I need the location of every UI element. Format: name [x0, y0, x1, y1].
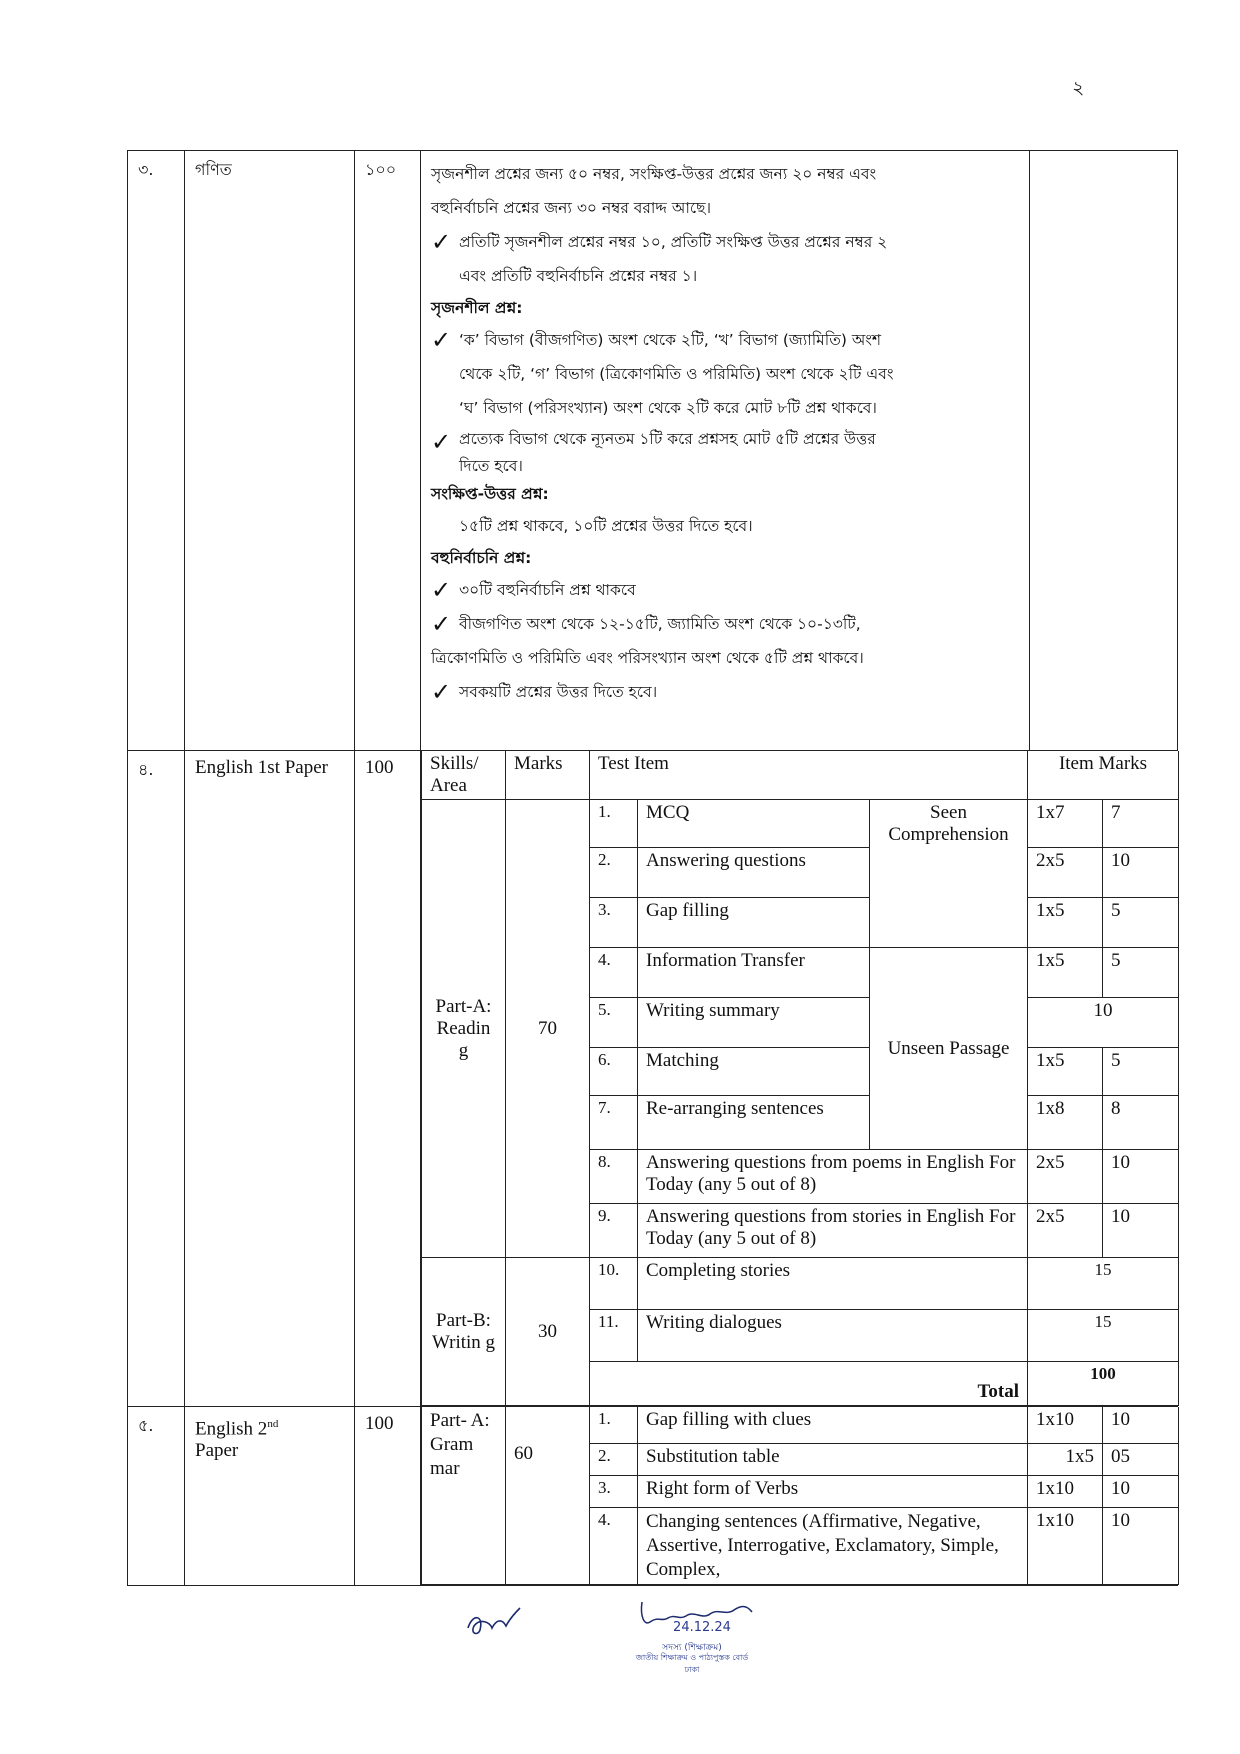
part-b-writing-marks: 30 [506, 1258, 590, 1406]
item-number: 1. [590, 800, 638, 848]
item-number: 3. [590, 1475, 638, 1507]
full-marks: ১০০ [365, 160, 397, 179]
item-name: Answering questions from poems in English For Today (any 5 out of 8) [638, 1150, 1028, 1204]
item-total: 5 [1103, 1048, 1179, 1096]
check-mark-icon: ✓ [431, 576, 452, 604]
signature-stamp [622, 1592, 762, 1682]
item-total: 10 [1028, 998, 1179, 1048]
stamp-date: 24.12.24 [673, 1620, 731, 1635]
part-a-grammar-marks: 60 [506, 1407, 590, 1584]
item-number: 9. [590, 1204, 638, 1258]
table-row-english-2nd [128, 1407, 1178, 1586]
item-name: Completing stories [638, 1258, 1028, 1310]
item-total: 7 [1103, 800, 1179, 848]
part-a-reading-label: Part-A: Readin g [422, 800, 506, 1258]
bullet-text: ‘ঘ’ বিভাগ (পরিসংখ্যান) অংশ থেকে ২টি করে মোট ৮টি প্রশ্ন থাকবে। [459, 399, 877, 417]
item-total: 15 [1028, 1258, 1179, 1310]
full-marks: 100 [365, 757, 394, 778]
full-marks: 100 [365, 1413, 394, 1434]
marks-header: Marks [506, 751, 590, 800]
check-mark-icon: ✓ [431, 326, 452, 354]
item-number: 2. [590, 1443, 638, 1475]
bullet-text: থেকে ২টি, ‘গ’ বিভাগ (ত্রিকোণমিতি ও পরিমিতি) অংশ থেকে ২টি এবং [459, 365, 894, 383]
item-calc: 1x10 [1028, 1407, 1103, 1443]
item-total: 05 [1103, 1443, 1179, 1475]
item-total: 10 [1103, 1150, 1179, 1204]
remarks-cell [1030, 151, 1178, 751]
item-number: 3. [590, 898, 638, 948]
short-answer-text: ১৫টি প্রশ্ন থাকবে, ১০টি প্রশ্নের উত্তর দিতে হবে। [459, 517, 753, 535]
item-name: Answering questions from stories in English For Today (any 5 out of 8) [638, 1204, 1028, 1258]
item-calc: 1x5 [1028, 948, 1103, 998]
serial-number: ৫. [138, 1416, 154, 1435]
item-name: Changing sentences (Affirmative, Negative, Assertive, Interrogative, Exclamatory, Simple, Complex, [638, 1507, 1028, 1584]
seen-comprehension-label: Seen Comprehension [870, 800, 1028, 948]
item-name: Gap filling with clues [638, 1407, 1028, 1443]
item-name: Information Transfer [638, 948, 870, 998]
bullet-text: বীজগণিত অংশ থেকে ১২-১৫টি, জ্যামিতি অংশ থেকে ১০-১৩টি, [459, 615, 861, 633]
item-number: 7. [590, 1096, 638, 1150]
math-intro-line-2: বহুনির্বাচনি প্রশ্নের জন্য ৩০ নম্বর বরাদ্দ আছে। [431, 199, 712, 217]
item-total: 10 [1103, 848, 1179, 898]
math-intro-line-1: সৃজনশীল প্রশ্নের জন্য ৫০ নম্বর, সংক্ষিপ্ত-উত্তর প্রশ্নের জন্য ২০ নম্বর এবং [431, 165, 877, 183]
stamp-city: ঢাকা [684, 1665, 700, 1674]
item-name: Answering questions [638, 848, 870, 898]
item-calc: 1x10 [1028, 1507, 1103, 1584]
item-total: 10 [1103, 1507, 1179, 1584]
subject-name: English 1st Paper [195, 757, 328, 778]
signature-left [462, 1600, 522, 1640]
creative-bullet-1 [431, 323, 1019, 425]
english-2nd-breakdown [421, 1407, 1179, 1585]
item-name: MCQ [638, 800, 870, 848]
mcq-bullet-3 [431, 675, 1019, 709]
item-number: 11. [590, 1310, 638, 1362]
subject-rest: Paper [195, 1440, 239, 1462]
item-calc: 1x5 [1028, 1443, 1103, 1475]
bullet-text: ৩০টি বহুনির্বাচনি প্রশ্ন থাকবে [459, 581, 636, 599]
mcq-bullet-1 [431, 573, 1019, 607]
item-calc: 1x5 [1028, 1048, 1103, 1096]
check-mark-icon: ✓ [431, 678, 452, 706]
item-number: 4. [590, 948, 638, 998]
subject-name [185, 1407, 354, 1468]
stamp-org: জাতীয় শিক্ষাক্রম ও পাঠ্যপুস্তক বোর্ড [635, 1653, 749, 1662]
table-row-english-1st [128, 751, 1178, 1407]
part-a-reading-marks: 70 [506, 800, 590, 1258]
item-number: 4. [590, 1507, 638, 1584]
item-total: 5 [1103, 948, 1179, 998]
item-calc: 2x5 [1028, 1204, 1103, 1258]
bullet-text: প্রতিটি সৃজনশীল প্রশ্নের নম্বর ১০, প্রতিটি সংক্ষিপ্ত উত্তর প্রশ্নের নম্বর ২ [459, 233, 888, 251]
item-number: 5. [590, 998, 638, 1048]
item-total: 8 [1103, 1096, 1179, 1150]
mcq-heading: বহুনির্বাচনি প্রশ্ন: [431, 549, 532, 567]
bullet-text: প্রত্যেক বিভাগ থেকে ন্যূনতম ১টি করে প্রশ্নসহ মোট ৫টি প্রশ্নের উত্তর [459, 430, 876, 448]
subject-sup: nd [267, 1418, 279, 1430]
item-name: Re-arranging sentences [638, 1096, 870, 1150]
item-calc: 1x10 [1028, 1475, 1103, 1507]
item-name: Matching [638, 1048, 870, 1096]
math-description [421, 151, 1029, 715]
item-total: 10 [1103, 1204, 1179, 1258]
check-mark-icon: ✓ [431, 228, 452, 256]
bullet-text: এবং প্রতিটি বহুনির্বাচনি প্রশ্নের নম্বর ১। [459, 267, 698, 285]
check-mark-icon: ✓ [431, 610, 452, 638]
serial-number: ৪. [138, 760, 154, 779]
total-label: Total [590, 1362, 1028, 1406]
part-b-writing-label: Part-B: Writin g [422, 1258, 506, 1406]
page-number: ২ [1072, 77, 1085, 99]
item-total: 5 [1103, 898, 1179, 948]
item-total: 10 [1103, 1407, 1179, 1443]
item-calc: 1x8 [1028, 1096, 1103, 1150]
item-total: 10 [1103, 1475, 1179, 1507]
item-calc: 2x5 [1028, 848, 1103, 898]
item-name: Right form of Verbs [638, 1475, 1028, 1507]
item-number: 10. [590, 1258, 638, 1310]
item-calc: 1x5 [1028, 898, 1103, 948]
item-number: 8. [590, 1150, 638, 1204]
bullet-text: দিতে হবে। [459, 457, 523, 475]
item-name: Writing summary [638, 998, 870, 1048]
check-mark-icon: ✓ [431, 428, 452, 456]
subject-name: গণিত [195, 160, 232, 179]
mcq-bullet-2 [431, 607, 1019, 641]
part-a-grammar-label: Part- A: Gram mar [422, 1407, 506, 1584]
creative-heading: সৃজনশীল প্রশ্ন: [431, 299, 523, 317]
item-name: Writing dialogues [638, 1310, 1028, 1362]
skills-header: Skills/ Area [422, 751, 506, 800]
item-calc: 2x5 [1028, 1150, 1103, 1204]
item-name: Substitution table [638, 1443, 1028, 1475]
item-number: 2. [590, 848, 638, 898]
math-bullet-marks [431, 225, 1019, 293]
item-number: 6. [590, 1048, 638, 1096]
table-row-math [128, 151, 1178, 751]
stamp-title: সদস্য (শিক্ষাক্রম) [662, 1643, 722, 1653]
item-name: Gap filling [638, 898, 870, 948]
item-calc: 1x7 [1028, 800, 1103, 848]
item-number: 1. [590, 1407, 638, 1443]
total-value: 100 [1028, 1362, 1179, 1406]
short-answer-heading: সংক্ষিপ্ত-উত্তর প্রশ্ন: [431, 485, 549, 503]
bullet-text: সবকয়টি প্রশ্নের উত্তর দিতে হবে। [459, 683, 658, 701]
curriculum-table [127, 150, 1178, 1586]
bullet-text: ত্রিকোণমিতি ও পরিমিতি এবং পরিসংখ্যান অংশ থেকে ৫টি প্রশ্ন থাকবে। [431, 649, 864, 667]
item-marks-header: Item Marks [1028, 751, 1179, 800]
creative-bullet-2 [431, 425, 1019, 479]
serial-number: ৩. [138, 160, 154, 179]
english-1st-breakdown [421, 751, 1179, 1406]
unseen-passage-label: Unseen Passage [870, 948, 1028, 1150]
item-total: 15 [1028, 1310, 1179, 1362]
test-item-header: Test Item [590, 751, 1028, 800]
subject-main: English 2 [195, 1418, 268, 1440]
bullet-text: ‘ক’ বিভাগ (বীজগণিত) অংশ থেকে ২টি, ‘খ’ বিভাগ (জ্যামিতি) অংশ [459, 331, 882, 349]
